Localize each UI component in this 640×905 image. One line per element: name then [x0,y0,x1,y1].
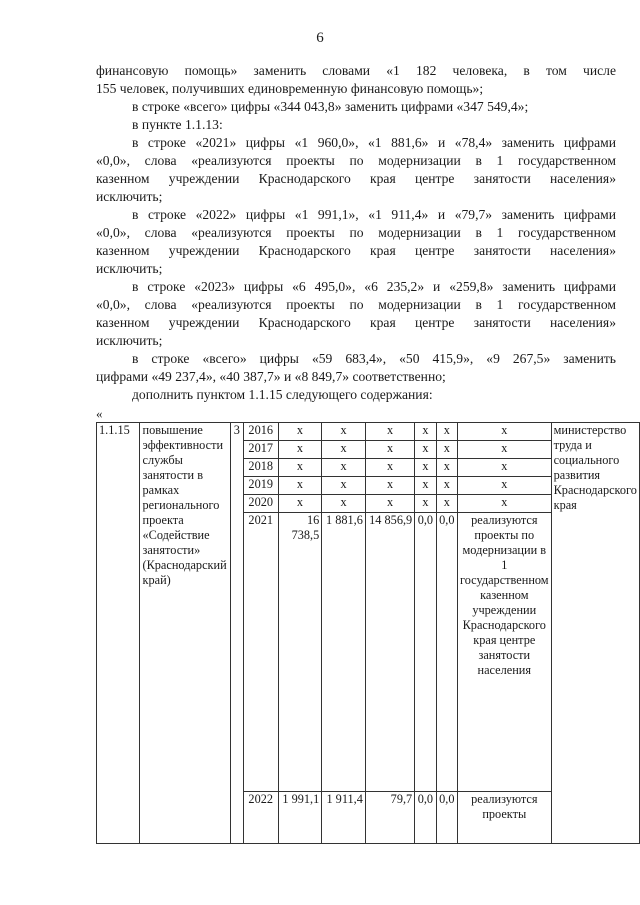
value-cell: х [365,441,414,459]
value-cell: 14 856,9 [365,513,414,792]
result-cell: х [457,423,551,441]
year-cell: 2020 [243,495,278,513]
year-cell: 2018 [243,459,278,477]
text-line: исключить; [96,333,163,348]
value-cell: х [278,495,322,513]
text-line: цифрами «49 237,4», «40 387,7» и «8 849,7» соответственно; [96,369,446,384]
value-cell: х [322,441,366,459]
text-line: 155 человек, получивших единовременную финансовую помощь»; [96,81,484,96]
result-cell: х [457,477,551,495]
value-cell: х [436,459,457,477]
text-line: финансовую помощь» заменить словами «1 182 человека, в том числе [96,63,616,78]
value-cell: 16 738,5 [278,513,322,792]
year-cell: 2016 [243,423,278,441]
result-cell: х [457,495,551,513]
text-line: в строке «всего» цифры «344 043,8» заменить цифрами «347 549,4»; [132,99,529,114]
value-cell: 1 881,6 [322,513,366,792]
value-cell: х [436,441,457,459]
value-cell: х [365,423,414,441]
year-cell: 2021 [243,513,278,792]
value-cell: х [415,459,436,477]
value-cell: 0,0 [415,513,436,792]
text-line: казенном учреждении Краснодарского края центре занятости населения» [96,171,616,186]
text-line: в строке «2023» цифры «6 495,0», «6 235,2» и «259,8» заменить цифрами [132,279,616,294]
year-cell: 2019 [243,477,278,495]
text-line: «0,0», слова «реализуются проекты по модернизации в 1 государственном [96,153,616,168]
value-cell: х [278,441,322,459]
text-line: «0,0», слова «реализуются проекты по модернизации в 1 государственном [96,225,616,240]
result-cell: х [457,459,551,477]
program-table [96,422,640,844]
value-cell: х [322,477,366,495]
value-cell: 0,0 [436,792,457,844]
text-line: «0,0», слова «реализуются проекты по модернизации в 1 государственном [96,297,616,312]
year-cell: 2017 [243,441,278,459]
text-line: исключить; [96,189,163,204]
value-cell: х [322,495,366,513]
value-cell: 79,7 [365,792,414,844]
value-cell: х [436,477,457,495]
value-cell: х [415,423,436,441]
value-cell: х [278,459,322,477]
value-cell: х [322,459,366,477]
item-number: 1.1.15 [97,423,140,844]
text-line: в строке «2022» цифры «1 991,1», «1 911,4» и «79,7» заменить цифрами [132,207,616,222]
text-line: казенном учреждении Краснодарского края центре занятости населения» [96,315,616,330]
value-cell: 1 911,4 [322,792,366,844]
text-line: в строке «2021» цифры «1 960,0», «1 881,6» и «78,4» заменить цифрами [132,135,616,150]
value-cell: х [436,423,457,441]
table-row [97,423,640,441]
value-cell: х [278,423,322,441]
page-number: 6 [316,30,324,46]
item-col3: 3 [230,423,243,844]
value-cell: х [365,459,414,477]
text-line: дополнить пунктом 1.1.15 следующего содержания: [132,387,433,402]
text-line: казенном учреждении Краснодарского края центре занятости населения» [96,243,616,258]
value-cell: х [322,423,366,441]
item-name: повышение эффективности службы занятости в рамках регионального проекта «Содействие занятости» (Краснодарский край) [140,423,230,844]
value-cell: 1 991,1 [278,792,322,844]
value-cell: х [436,495,457,513]
opening-quote: « [96,406,103,421]
value-cell: х [415,441,436,459]
result-cell: реализуются проекты по модернизации в 1 государственном казенном учреждении Краснодарского края центре занятости населения [457,513,551,792]
text-line: в пункте 1.1.13: [132,117,223,132]
value-cell: х [278,477,322,495]
value-cell: х [415,477,436,495]
value-cell: х [415,495,436,513]
value-cell: 0,0 [436,513,457,792]
result-cell: х [457,441,551,459]
value-cell: 0,0 [415,792,436,844]
text-line: в строке «всего» цифры «59 683,4», «50 415,9», «9 267,5» заменить [132,351,616,366]
year-cell: 2022 [243,792,278,844]
value-cell: х [365,477,414,495]
value-cell: х [365,495,414,513]
responsible-body: министерство труда и социального развития Краснодарского края [551,423,639,844]
result-cell: реализуются проекты [457,792,551,844]
text-line: исключить; [96,261,163,276]
